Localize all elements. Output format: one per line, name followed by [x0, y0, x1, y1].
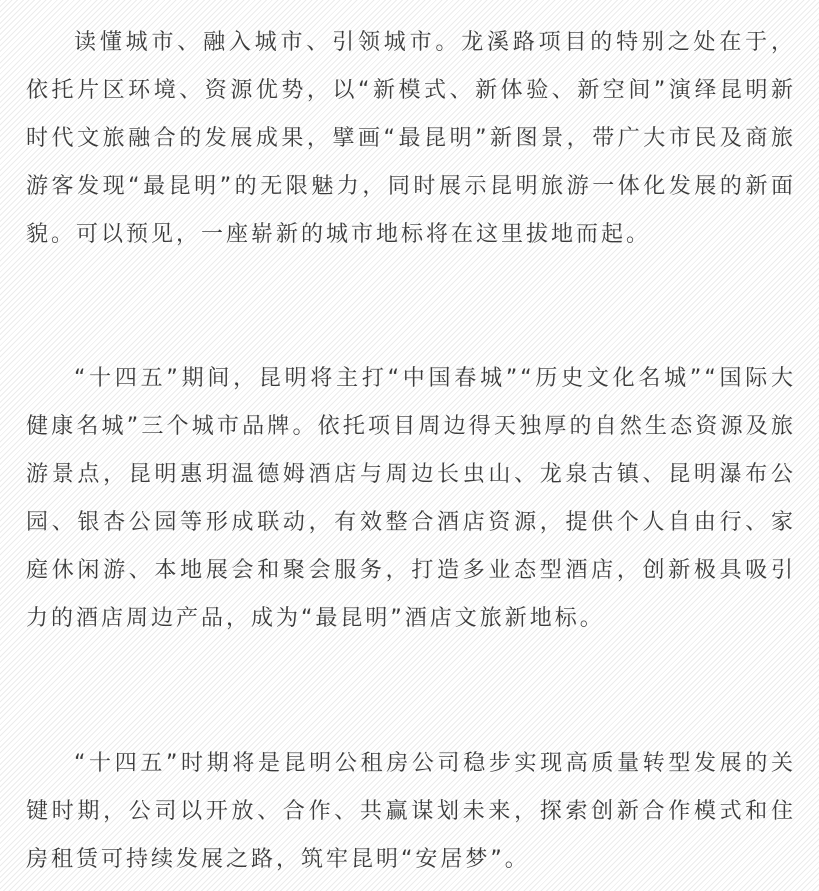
paragraph-longxi-road-project: 读懂城市、融入城市、引领城市。龙溪路项目的特别之处在于，依托片区环境、资源优势，以“新模式、新体验、新空间”演绎昆明新时代文旅融合的发展成果，擘画“最昆明”新图景，带广大市民及商旅游客发现“最昆明”的无限魅力，同时展示昆明旅游一体化发展的新面貌。可以预见，一座崭新的城市地标将在这里拔地而起。 [26, 30, 796, 247]
paragraph-fourteenth-five-year-brands: “十四五”期间，昆明将主打“中国春城”“历史文化名城”“国际大健康名城”三个城市品牌。依托项目周边得天独厚的自然生态资源及旅游景点，昆明惠玥温德姆酒店与周边长虫山、龙泉古镇、昆明瀑布公园、银杏公园等形成联动，有效整合酒店资源，提供个人自由行、家庭休闲游、本地展会和聚会服务，打造多业态型酒店，创新极具吸引力的酒店周边产品，成为“最昆明”酒店文旅新地标。 [26, 366, 796, 631]
paragraph-public-rental-housing: “十四五”时期将是昆明公租房公司稳步实现高质量转型发展的关键时期，公司以开放、合作、共赢谋划未来，探索创新合作模式和住房租赁可持续发展之路，筑牢昆明“安居梦”。 [26, 751, 796, 872]
